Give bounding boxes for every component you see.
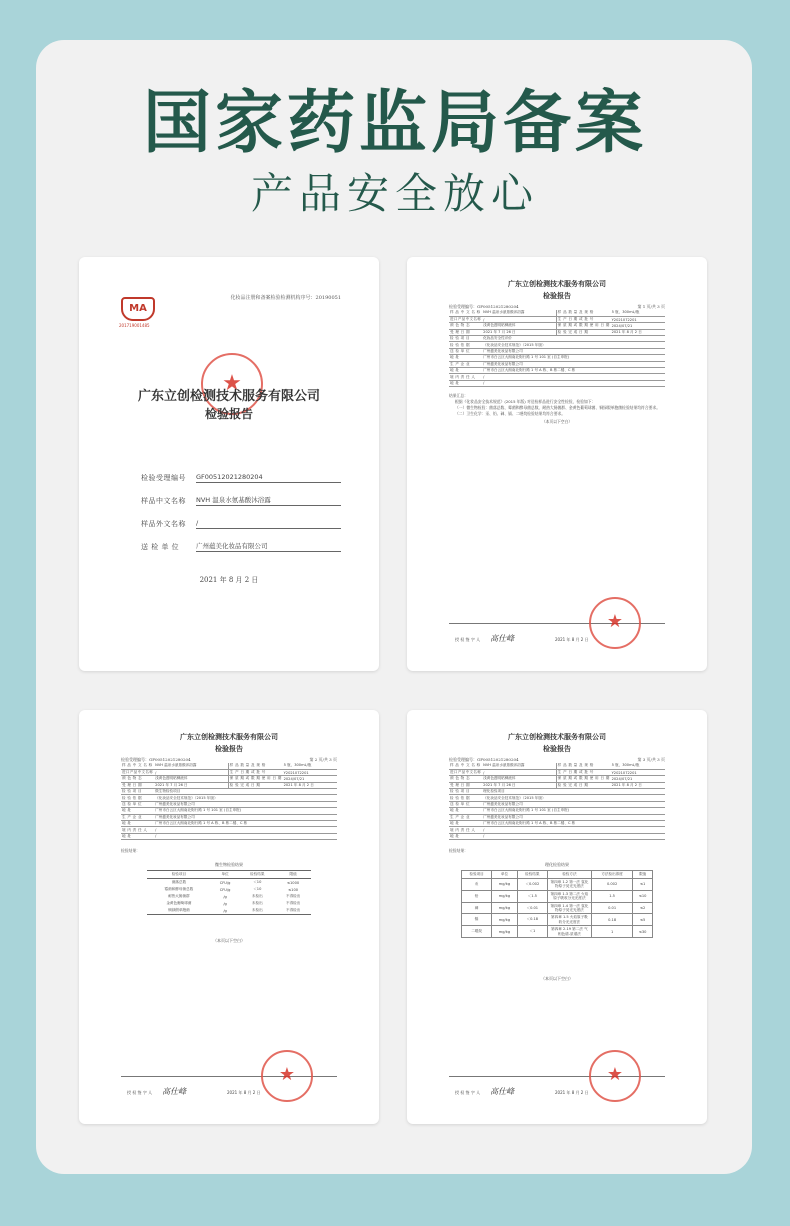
table-cell: ＜1 <box>517 926 547 938</box>
table-cell: 铅 <box>462 890 492 902</box>
table-cell: 检 验 项 目 <box>121 789 154 795</box>
table-header-row <box>462 871 653 879</box>
table-cell: CFU/g <box>219 887 231 892</box>
table-cell: 生 产 日 期 或 批 号 <box>228 769 282 775</box>
table-cell: 不得检出 <box>275 907 311 915</box>
accept-number: 检验受理编号：GF00512021280204 <box>449 304 519 309</box>
table-cell: 《化妆品安全技术规范》（2015 年版） <box>482 795 665 801</box>
cover-field <box>141 509 341 529</box>
column-header: 单位 <box>492 871 518 879</box>
table-cell: ＜1.5 <box>517 890 547 902</box>
document-title: 检验报告 <box>543 291 571 300</box>
table-row <box>449 833 665 839</box>
table-cell: 广州市白云区大朗南北街行路 1 号 101 室 (自主申报) <box>154 808 337 814</box>
table-cell: 样 品 中 文 名 称 <box>122 763 153 768</box>
table-header-row <box>147 871 311 879</box>
table-cell: 浅黄色透明粘稠液体 <box>482 776 556 782</box>
conclusion-line: （一）微生物检验：菌落总数、霉菌和酵母菌总数、耐热大肠菌群、金黄色葡萄球菌、铜绿假单胞菌检验结果均符合要求。 <box>455 405 661 410</box>
company-name: 广东立创检测技术服务有限公司 <box>180 732 278 741</box>
page-title: 国家药监局备案 <box>142 84 647 163</box>
table-cell: 微生物检验项目 <box>154 789 337 795</box>
table-cell: 样 品 数 量 及 规 格 <box>556 763 610 769</box>
sample-info-table <box>121 763 337 840</box>
table-cell: 样 品 中 文 名 称 <box>450 763 481 768</box>
signature: 高仕峰 <box>490 634 515 643</box>
table-cell: ≤1 <box>633 879 653 891</box>
report-page-2 <box>79 710 379 1124</box>
table-cell: 送 检 单 位 <box>121 801 154 807</box>
table-row <box>147 886 311 893</box>
company-name: 广东立创检测技术服务有限公司 <box>508 732 606 741</box>
document-title: 检验报告 <box>215 744 243 753</box>
report-cover-page <box>79 257 379 671</box>
table-cell: 广州市白云区大朗南北街行路 1 号 101 室 (自主申报) <box>482 355 665 361</box>
table-cell: 境 内 责 任 人 <box>449 374 482 380</box>
table-cell: 0.002 <box>591 879 632 891</box>
table-cell: mg/kg <box>492 914 518 926</box>
cma-number: 201719001485 <box>119 323 150 328</box>
table-row <box>462 914 653 926</box>
table-cell: ＜10 <box>253 887 262 891</box>
table-cell: 颜 色 物 态 <box>121 776 154 782</box>
table-cell: CFU/g <box>219 880 231 885</box>
stamp-star-icon: ★ <box>606 1064 624 1085</box>
table-cell: 未检出 <box>251 894 263 898</box>
table-cell: 金黄色葡萄球菌 <box>166 901 192 905</box>
table-cell: 样 品 中 文 名 称 <box>450 310 481 315</box>
table-cell: 广州蕴美化妆品有限公司 <box>154 801 337 807</box>
table-row <box>462 902 653 914</box>
table-cell: 检 验 依 据 <box>449 342 482 348</box>
table-cell: 检 验 项 目 <box>449 789 482 795</box>
table-cell: ＜0.18 <box>517 914 547 926</box>
table-cell: 2021 年 8 月 2 日 <box>611 329 665 335</box>
table-cell: 检 验 依 据 <box>121 795 154 801</box>
conclusion-title: 结果汇总： <box>449 393 468 398</box>
table-row <box>462 879 653 891</box>
registration-note: 化妆品注册和备案检验检测机构序号：20190051 <box>230 295 341 301</box>
table-cell: 广州市白云区大朗南北街行路 1 号 A 栋、B 栋二楼、C 栋 <box>482 821 665 827</box>
table-cell: 样 品 数 量 及 规 格 <box>556 310 610 316</box>
table-row <box>449 380 665 386</box>
table-cell: 地 址 <box>449 380 482 386</box>
field-value: GF00512021280204 <box>196 473 341 483</box>
table-row <box>147 907 311 915</box>
table-cell: 广州市白云区大朗南北街行路 1 号 A 栋、B 栋二楼、C 栋 <box>482 368 665 374</box>
column-header: 检验项目 <box>462 871 492 879</box>
table-cell: 地 址 <box>449 355 482 361</box>
table-cell: Y2021072201 <box>611 316 665 322</box>
table-cell: 2024/07/21 <box>611 776 665 782</box>
table-cell: mg/kg <box>492 879 518 891</box>
column-header: 检验方法 <box>547 871 591 879</box>
table-cell: mg/kg <box>492 926 518 938</box>
conclusion-block <box>449 393 665 425</box>
table-cell: 进口产品中文名称 <box>450 317 482 322</box>
table-cell: 《化妆品安全技术规范》（2015 年版） <box>482 342 665 348</box>
table-cell: ＜0.01 <box>517 902 547 914</box>
table-cell: 保 质 期 或 限 期 使 用 日 期 <box>557 323 610 328</box>
table-cell: 《化妆品安全技术规范》（2015 年版） <box>154 795 337 801</box>
table-cell: 地 址 <box>449 368 482 374</box>
table-cell: /g <box>223 901 227 906</box>
table-cell: ≤2 <box>633 902 653 914</box>
field-label: 送 检 单 位 <box>141 543 180 551</box>
stamp-star-icon: ★ <box>278 1064 296 1085</box>
stamp-star-icon: ★ <box>606 611 624 632</box>
table-cell: 广州蕴美化妆品有限公司 <box>482 801 665 807</box>
table-cell: 检 验 完 成 日 期 <box>556 329 610 335</box>
table-cell: ≤1000 <box>287 880 300 885</box>
accept-number: 检验受理编号：GF00512021280204 <box>121 757 191 762</box>
table-row <box>147 879 311 887</box>
table-cell: ≤30 <box>633 926 653 938</box>
sign-date: 2021 年 8 月 2 日 <box>555 637 589 642</box>
table-cell: 霉菌和酵母菌总数 <box>164 887 194 891</box>
table-cell: 5 瓶，300mL/瓶 <box>611 310 665 316</box>
table-cell: 2021 年 8 月 2 日 <box>283 782 337 788</box>
table-cell: 耐热大肠菌群 <box>168 894 190 898</box>
accept-number: 检验受理编号：GF00512021280204 <box>449 757 519 762</box>
column-header: 检验结果 <box>239 871 275 879</box>
table-cell: 广州蕴美化妆品有限公司 <box>482 814 665 820</box>
signer-label: 授 权 签 字 人 <box>127 1090 153 1095</box>
table-cell: NVH 温泉水氨基酸沐浴露 <box>482 310 556 316</box>
page-number: 第 1 页/共 3 页 <box>637 304 665 309</box>
table-cell: ≤5 <box>633 914 653 926</box>
table-cell: 未检出 <box>239 907 275 915</box>
table-cell: 广州蕴美化妆品有限公司 <box>154 814 337 820</box>
table-cell: 受 理 日 期 <box>121 782 154 788</box>
table-cell: 保 质 期 或 限 期 使 用 日 期 <box>229 776 282 781</box>
table-cell: 受 理 日 期 <box>449 782 482 788</box>
conclusion-line: （二）卫生化学：汞、铅、砷、镉、二噁烷检验结果均符合要求。 <box>455 411 566 416</box>
table-cell: 铜绿假单胞菌 <box>147 907 211 915</box>
table-cell: 检 验 依 据 <box>449 795 482 801</box>
table-cell: 5 瓶，300mL/瓶 <box>611 763 665 769</box>
table-cell: 广州蕴美化妆品有限公司 <box>482 361 665 367</box>
table-cell: 保 质 期 或 限 期 使 用 日 期 <box>557 776 610 781</box>
result-label: 检验结果： <box>449 848 468 853</box>
table-cell: / <box>482 380 665 386</box>
table-cell: 境 内 责 任 人 <box>121 827 154 833</box>
table-cell: /g <box>223 894 227 899</box>
table-cell: 地 址 <box>121 821 154 827</box>
table-cell: 检 验 完 成 日 期 <box>556 782 610 788</box>
table-cell: 未检出 <box>251 901 263 905</box>
cover-field <box>141 463 341 483</box>
table-cell: / <box>154 769 228 775</box>
table-cell: 第四章 1.5 火焰原子吸收分光光度法 <box>547 914 591 926</box>
table-cell: / <box>482 374 665 380</box>
table-row <box>147 900 311 907</box>
table-cell: /g <box>211 907 240 915</box>
signer <box>455 633 514 644</box>
table-cell: 汞 <box>462 879 492 891</box>
table-row <box>462 926 653 938</box>
table-cell: 生 产 企 业 <box>449 814 482 820</box>
table-cell: 第四章 2.19 第二法 气相色谱-质谱法 <box>547 926 591 938</box>
field-value: NVH 温泉水氨基酸沐浴露 <box>196 495 341 506</box>
table-cell: 砷 <box>462 902 492 914</box>
table-cell: NVH 温泉水氨基酸沐浴露 <box>482 763 556 769</box>
column-header: 检验结果 <box>517 871 547 879</box>
column-header: 限值 <box>633 871 653 879</box>
signer <box>455 1086 514 1097</box>
table-cell: 第四章 1.2 第一法 氢化物原子荧光光度法 <box>547 879 591 891</box>
conclusion-line: 根据《化妆品安全技术规范》(2015 年版) 对送检样品进行安全性检验，检验如下： <box>455 399 596 404</box>
table-cell: 地 址 <box>121 808 154 814</box>
table-cell: 样 品 数 量 及 规 格 <box>228 763 282 769</box>
table-cell: 广州市白云区大朗南北街行路 1 号 A 栋、B 栋二楼、C 栋 <box>154 821 337 827</box>
table-cell: 颜 色 物 态 <box>449 323 482 329</box>
end-note: （本页以下空白） <box>541 419 573 424</box>
table-cell: / <box>482 769 556 775</box>
end-note: （本页以下空白） <box>213 938 245 943</box>
official-stamp <box>589 597 641 649</box>
table-row <box>462 890 653 902</box>
sample-info-table <box>449 763 665 840</box>
column-header: 检验项目 <box>147 871 211 879</box>
table-cell: 浅黄色透明粘稠液体 <box>482 323 556 329</box>
table-cell: ＜10 <box>253 880 262 884</box>
end-note: （本页以下空白） <box>541 976 573 981</box>
table-cell: 广州市白云区大朗南北街行路 1 号 101 室 (自主申报) <box>482 808 665 814</box>
table-cell: ＜0.002 <box>517 879 547 891</box>
cma-logo: MA <box>121 297 155 321</box>
page-number: 第 2 页/共 3 页 <box>309 757 337 762</box>
document-title: 检验报告 <box>204 407 253 421</box>
table-cell: 生 产 企 业 <box>121 814 154 820</box>
table-cell: 1 <box>591 926 632 938</box>
table-cell: 0.18 <box>591 914 632 926</box>
document-title: 检验报告 <box>543 744 571 753</box>
column-header: 限值 <box>275 871 311 879</box>
official-stamp <box>261 1050 313 1102</box>
table-cell: 2021 年 7 月 26 日 <box>154 782 228 788</box>
table-cell: 2021 年 8 月 2 日 <box>611 782 665 788</box>
chemistry-result-table <box>461 870 653 938</box>
field-value: / <box>196 519 341 529</box>
signer <box>127 1086 186 1097</box>
company-name: 广东立创检测技术服务有限公司 <box>137 389 320 404</box>
table-cell: 2024/07/21 <box>611 323 665 329</box>
signature: 高仕峰 <box>162 1087 187 1096</box>
microbe-result-table <box>147 870 311 915</box>
table-cell: 颜 色 物 态 <box>449 776 482 782</box>
table-cell: Y2021072201 <box>611 769 665 775</box>
table-cell: 1.5 <box>591 890 632 902</box>
page-number: 第 3 页/共 3 页 <box>637 757 665 762</box>
table-cell: / <box>154 827 337 833</box>
cover-field <box>141 532 341 552</box>
cover-field <box>141 486 341 506</box>
result-table-title: 理化检验结果 <box>545 862 569 867</box>
table-cell: mg/kg <box>492 890 518 902</box>
result-table-title: 微生物检验结果 <box>215 862 243 867</box>
report-page-1 <box>407 257 707 671</box>
field-label: 样品外文名称 <box>141 520 186 528</box>
table-cell: 送 检 单 位 <box>449 348 482 354</box>
table-cell: 地 址 <box>449 833 482 839</box>
table-cell: 生 产 日 期 或 批 号 <box>556 769 610 775</box>
stamp-star-icon: ★ <box>222 371 242 396</box>
table-row <box>147 893 311 900</box>
table-cell: NVH 温泉水氨基酸沐浴露 <box>154 763 228 769</box>
table-cell: 第四章 1.4 第一法 氢化物原子荧光光度法 <box>547 902 591 914</box>
table-cell: 2024/07/21 <box>283 776 337 782</box>
table-cell: 生 产 日 期 或 批 号 <box>556 316 610 322</box>
sample-info-table <box>449 310 665 387</box>
table-cell: 进口产品中文名称 <box>450 770 482 775</box>
field-label: 样品中文名称 <box>141 497 186 505</box>
table-cell: 理化检验项目 <box>482 789 665 795</box>
table-cell: 生 产 企 业 <box>449 361 482 367</box>
table-cell: 地 址 <box>449 808 482 814</box>
column-header: 单位 <box>211 871 240 879</box>
table-cell: 5 瓶，300mL/瓶 <box>283 763 337 769</box>
table-cell: 菌落总数 <box>171 880 187 884</box>
signer-label: 授 权 签 字 人 <box>455 1090 481 1095</box>
table-cell: / <box>482 316 556 322</box>
table-cell: / <box>482 833 665 839</box>
table-cell: 二噁烷 <box>462 926 492 938</box>
table-cell: 0.01 <box>591 902 632 914</box>
table-cell: 受 理 日 期 <box>449 329 482 335</box>
official-stamp <box>589 1050 641 1102</box>
result-label: 检验结果： <box>121 848 140 853</box>
field-label: 检验受理编号 <box>141 474 186 482</box>
table-cell: Y2021072201 <box>283 769 337 775</box>
table-cell: 境 内 责 任 人 <box>449 827 482 833</box>
table-cell: 2021 年 7 月 26 日 <box>482 329 556 335</box>
sign-date: 2021 年 8 月 2 日 <box>227 1090 261 1095</box>
table-cell: 不得检出 <box>285 894 301 898</box>
cover-fields <box>141 463 341 555</box>
table-cell: ≤10 <box>633 890 653 902</box>
table-cell: / <box>154 833 337 839</box>
company-name: 广东立创检测技术服务有限公司 <box>508 279 606 288</box>
table-row <box>121 833 337 839</box>
table-cell: 检 验 项 目 <box>449 336 482 342</box>
signature: 高仕峰 <box>490 1087 515 1096</box>
table-cell: 地 址 <box>121 833 154 839</box>
table-cell: 第四章 1.3 第二法 火焰原子吸收分光光度法 <box>547 890 591 902</box>
table-cell: 进口产品中文名称 <box>122 770 154 775</box>
table-cell: 2021 年 7 月 26 日 <box>482 782 556 788</box>
page-subtitle: 产品安全放心 <box>250 169 539 218</box>
signer-label: 授 权 签 字 人 <box>455 637 481 642</box>
table-cell: / <box>482 827 665 833</box>
sign-date: 2021 年 8 月 2 日 <box>555 1090 589 1095</box>
table-cell: 化妆品安全性评价 <box>482 336 665 342</box>
table-cell: 检 验 完 成 日 期 <box>228 782 282 788</box>
table-cell: 镉 <box>462 914 492 926</box>
table-cell: 浅黄色透明粘稠液体 <box>154 776 228 782</box>
table-cell: mg/kg <box>492 902 518 914</box>
table-cell: ≤100 <box>288 887 299 892</box>
table-cell: 地 址 <box>449 821 482 827</box>
table-cell: 不得检出 <box>285 901 301 905</box>
column-header: 方法检出浓度 <box>591 871 632 879</box>
field-value: 广州蕴美化妆品有限公司 <box>196 541 341 552</box>
table-cell: 广州蕴美化妆品有限公司 <box>482 348 665 354</box>
report-page-3 <box>407 710 707 1124</box>
table-cell: 送 检 单 位 <box>449 801 482 807</box>
report-date: 2021 年 8 月 2 日 <box>199 576 259 584</box>
